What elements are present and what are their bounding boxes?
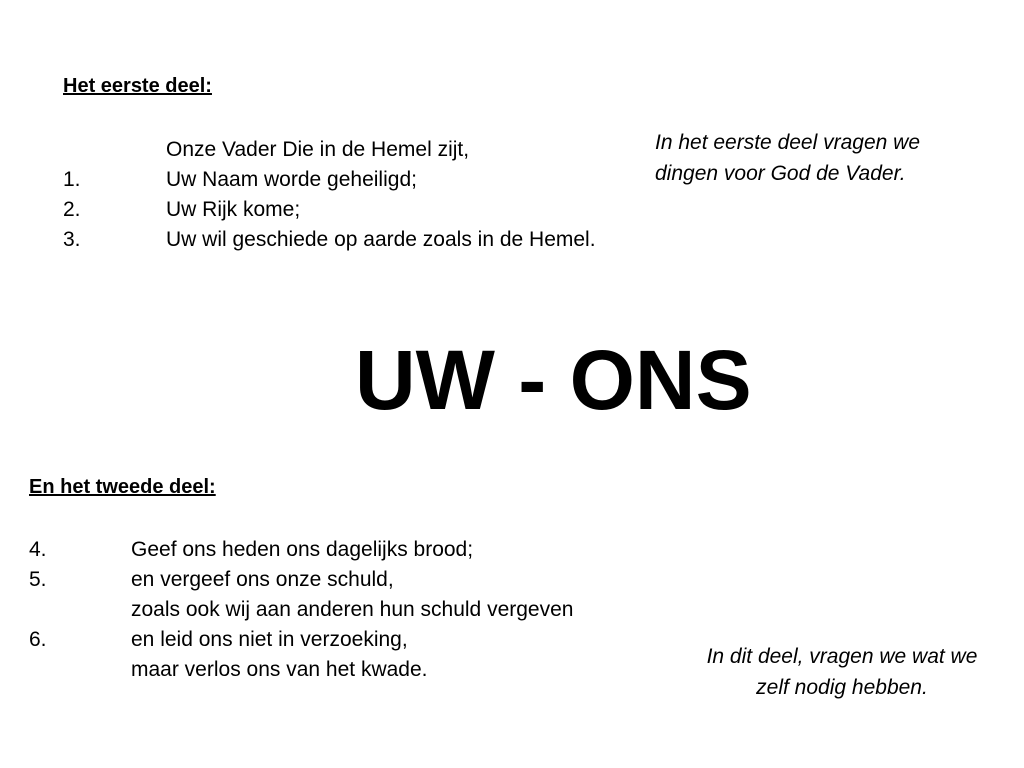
section2-item-text: Geef ons heden ons dagelijks brood;: [131, 538, 474, 561]
section2-heading: En het tweede deel:: [29, 476, 216, 498]
section1-intro-line: Onze Vader Die in de Hemel zijt,: [166, 138, 470, 161]
center-title: UW - ONS: [355, 333, 752, 427]
section2-item-text-continued: maar verlos ons van het kwade.: [131, 658, 428, 681]
section1-item-text: Uw Rijk kome;: [166, 198, 301, 221]
section1-note-line: In het eerste deel vragen we: [655, 131, 921, 154]
section1-note-line: dingen voor God de Vader.: [655, 162, 906, 185]
section1-item-number: 2.: [63, 198, 81, 221]
section2-item-text-continued: zoals ook wij aan anderen hun schuld vergeven: [131, 598, 574, 621]
section2-note-line: In dit deel, vragen we wat we: [706, 645, 978, 668]
section1-item-text: Uw wil geschiede op aarde zoals in de Hemel.: [166, 228, 596, 251]
section2-item-text: en vergeef ons onze schuld,: [131, 568, 394, 591]
section1-item-text: Uw Naam worde geheiligd;: [166, 168, 417, 191]
section1-item-number: 3.: [63, 228, 81, 251]
section2-item-number: 6.: [29, 628, 47, 651]
section1-note: [655, 127, 920, 189]
section1-heading: Het eerste deel:: [63, 75, 212, 97]
section2-item-number: 4.: [29, 538, 47, 561]
section2-note: [672, 641, 1012, 703]
section1-item-number: 1.: [63, 168, 81, 191]
section2-item-text: en leid ons niet in verzoeking,: [131, 628, 408, 651]
section2-item-number: 5.: [29, 568, 47, 591]
section2-note-line: zelf nodig hebben.: [756, 676, 928, 699]
